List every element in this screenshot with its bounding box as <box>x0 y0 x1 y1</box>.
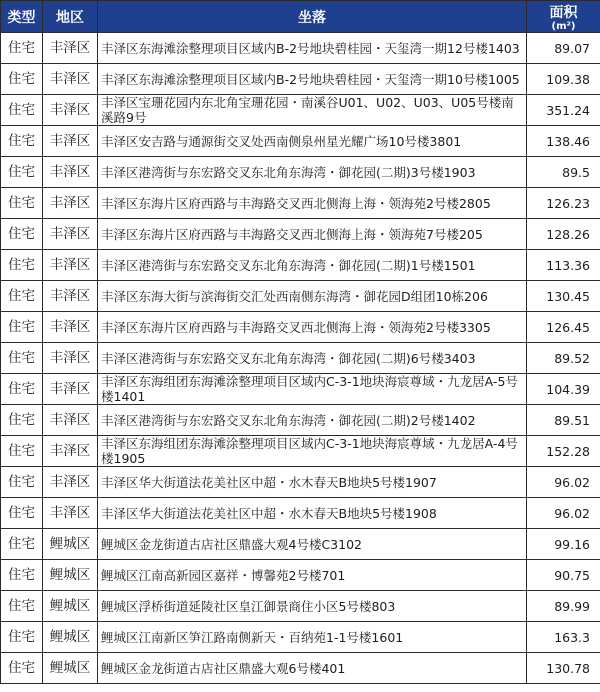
cell-area: 130.78 <box>527 653 600 684</box>
cell-type: 住宅 <box>1 126 43 157</box>
cell-district: 丰泽区 <box>43 343 98 374</box>
table-row <box>1 219 600 250</box>
table-row <box>1 467 600 498</box>
cell-area: 126.23 <box>527 188 600 219</box>
cell-type: 住宅 <box>1 653 43 684</box>
cell-type: 住宅 <box>1 622 43 653</box>
cell-area: 89.5 <box>527 157 600 188</box>
cell-type: 住宅 <box>1 157 43 188</box>
cell-area: 152.28 <box>527 436 600 467</box>
cell-location: 丰泽区华大街道法花美社区中超・水木春天B地块5号楼1907 <box>98 467 527 498</box>
table-row <box>1 64 600 95</box>
table-row <box>1 33 600 64</box>
table-header-row <box>1 1 600 33</box>
cell-location: 丰泽区东海片区府西路与丰海路交叉西北侧海上海・领海苑7号楼205 <box>98 219 527 250</box>
header-area <box>527 1 600 33</box>
cell-district: 丰泽区 <box>43 405 98 436</box>
cell-location: 鲤城区江南新区笋江路南侧新天・百纳苑1-1号楼1601 <box>98 622 527 653</box>
cell-location: 鲤城区江南高新园区嘉祥・博馨苑2号楼701 <box>98 560 527 591</box>
cell-location: 丰泽区东海滩涂整理项目区域内B-2号地块碧桂园・天玺湾一期10号楼1005 <box>98 64 527 95</box>
cell-district: 丰泽区 <box>43 33 98 64</box>
cell-location: 丰泽区东海组团东海滩涂整理项目区域内C-3-1地块海宸尊域・九龙居A-5号楼1401 <box>98 374 527 405</box>
cell-district: 丰泽区 <box>43 498 98 529</box>
cell-location: 丰泽区华大街道法花美社区中超・水木春天B地块5号楼1908 <box>98 498 527 529</box>
cell-location: 丰泽区东海滩涂整理项目区域内B-2号地块碧桂园・天玺湾一期12号楼1403 <box>98 33 527 64</box>
cell-location: 丰泽区港湾街与东宏路交叉东北角东海湾・御花园(二期)2号楼1402 <box>98 405 527 436</box>
cell-area: 113.36 <box>527 250 600 281</box>
cell-type: 住宅 <box>1 405 43 436</box>
header-type: 类型 <box>1 1 43 33</box>
cell-district: 丰泽区 <box>43 157 98 188</box>
cell-district: 丰泽区 <box>43 374 98 405</box>
cell-location: 鲤城区浮桥街道延陵社区皇江御景商住小区5号楼803 <box>98 591 527 622</box>
cell-district: 丰泽区 <box>43 250 98 281</box>
cell-area: 109.38 <box>527 64 600 95</box>
cell-area: 128.26 <box>527 219 600 250</box>
table-row <box>1 498 600 529</box>
cell-area: 163.3 <box>527 622 600 653</box>
table-row <box>1 529 600 560</box>
table-row <box>1 126 600 157</box>
table-row <box>1 653 600 684</box>
cell-district: 丰泽区 <box>43 436 98 467</box>
cell-type: 住宅 <box>1 560 43 591</box>
cell-district: 丰泽区 <box>43 126 98 157</box>
cell-district: 鲤城区 <box>43 653 98 684</box>
cell-type: 住宅 <box>1 281 43 312</box>
header-location: 坐落 <box>98 1 527 33</box>
cell-area: 104.39 <box>527 374 600 405</box>
cell-district: 丰泽区 <box>43 467 98 498</box>
cell-district: 丰泽区 <box>43 312 98 343</box>
cell-area: 126.45 <box>527 312 600 343</box>
cell-district: 鲤城区 <box>43 529 98 560</box>
table-row <box>1 405 600 436</box>
cell-district: 丰泽区 <box>43 219 98 250</box>
cell-area: 99.16 <box>527 529 600 560</box>
cell-location: 丰泽区东海大街与滨海街交汇处西南侧东海湾・御花园D组团10栋206 <box>98 281 527 312</box>
cell-area: 89.51 <box>527 405 600 436</box>
cell-location: 丰泽区东海片区府西路与丰海路交叉西北侧海上海・领海苑2号楼2805 <box>98 188 527 219</box>
cell-district: 丰泽区 <box>43 95 98 126</box>
table-row <box>1 436 600 467</box>
cell-type: 住宅 <box>1 591 43 622</box>
cell-area: 89.52 <box>527 343 600 374</box>
table-row <box>1 312 600 343</box>
table-row <box>1 281 600 312</box>
cell-district: 鲤城区 <box>43 622 98 653</box>
cell-area: 89.99 <box>527 591 600 622</box>
cell-area: 96.02 <box>527 467 600 498</box>
cell-area: 351.24 <box>527 95 600 126</box>
cell-area: 130.45 <box>527 281 600 312</box>
table-row <box>1 560 600 591</box>
cell-location: 鲤城区金龙街道古店社区鼎盛大观4号楼C3102 <box>98 529 527 560</box>
table-row <box>1 188 600 219</box>
cell-type: 住宅 <box>1 467 43 498</box>
cell-type: 住宅 <box>1 219 43 250</box>
table-row <box>1 250 600 281</box>
cell-type: 住宅 <box>1 33 43 64</box>
cell-type: 住宅 <box>1 95 43 126</box>
cell-location: 丰泽区港湾街与东宏路交叉东北角东海湾・御花园(二期)3号楼1903 <box>98 157 527 188</box>
cell-district: 丰泽区 <box>43 281 98 312</box>
cell-location: 丰泽区港湾街与东宏路交叉东北角东海湾・御花园(二期)6号楼3403 <box>98 343 527 374</box>
cell-type: 住宅 <box>1 374 43 405</box>
cell-type: 住宅 <box>1 498 43 529</box>
cell-district: 鲤城区 <box>43 591 98 622</box>
cell-type: 住宅 <box>1 436 43 467</box>
header-district: 地区 <box>43 1 98 33</box>
cell-location: 丰泽区安吉路与通源街交叉处西南侧泉州星光耀广场10号楼3801 <box>98 126 527 157</box>
cell-location: 鲤城区金龙街道古店社区鼎盛大观6号楼401 <box>98 653 527 684</box>
cell-area: 90.75 <box>527 560 600 591</box>
table-row <box>1 374 600 405</box>
cell-district: 鲤城区 <box>43 560 98 591</box>
table-row <box>1 591 600 622</box>
cell-location: 丰泽区东海片区府西路与丰海路交叉西北侧海上海・领海苑2号楼3305 <box>98 312 527 343</box>
table-row <box>1 622 600 653</box>
cell-district: 丰泽区 <box>43 64 98 95</box>
table-row <box>1 343 600 374</box>
cell-area: 96.02 <box>527 498 600 529</box>
cell-type: 住宅 <box>1 188 43 219</box>
cell-area: 138.46 <box>527 126 600 157</box>
cell-district: 丰泽区 <box>43 188 98 219</box>
cell-type: 住宅 <box>1 250 43 281</box>
cell-type: 住宅 <box>1 343 43 374</box>
cell-type: 住宅 <box>1 529 43 560</box>
table-row <box>1 157 600 188</box>
cell-location: 丰泽区港湾街与东宏路交叉东北角东海湾・御花园(二期)1号楼1501 <box>98 250 527 281</box>
cell-location: 丰泽区宝珊花园内东北角宝珊花园・南溪谷U01、U02、U03、U05号楼南溪路9号 <box>98 95 527 126</box>
cell-location: 丰泽区东海组团东海滩涂整理项目区域内C-3-1地块海宸尊域・九龙居A-4号楼1905 <box>98 436 527 467</box>
cell-type: 住宅 <box>1 312 43 343</box>
table-row <box>1 95 600 126</box>
header-area-label: 面积 <box>549 4 578 21</box>
cell-area: 89.07 <box>527 33 600 64</box>
header-area-unit: (m²) <box>551 20 576 32</box>
cell-type: 住宅 <box>1 64 43 95</box>
